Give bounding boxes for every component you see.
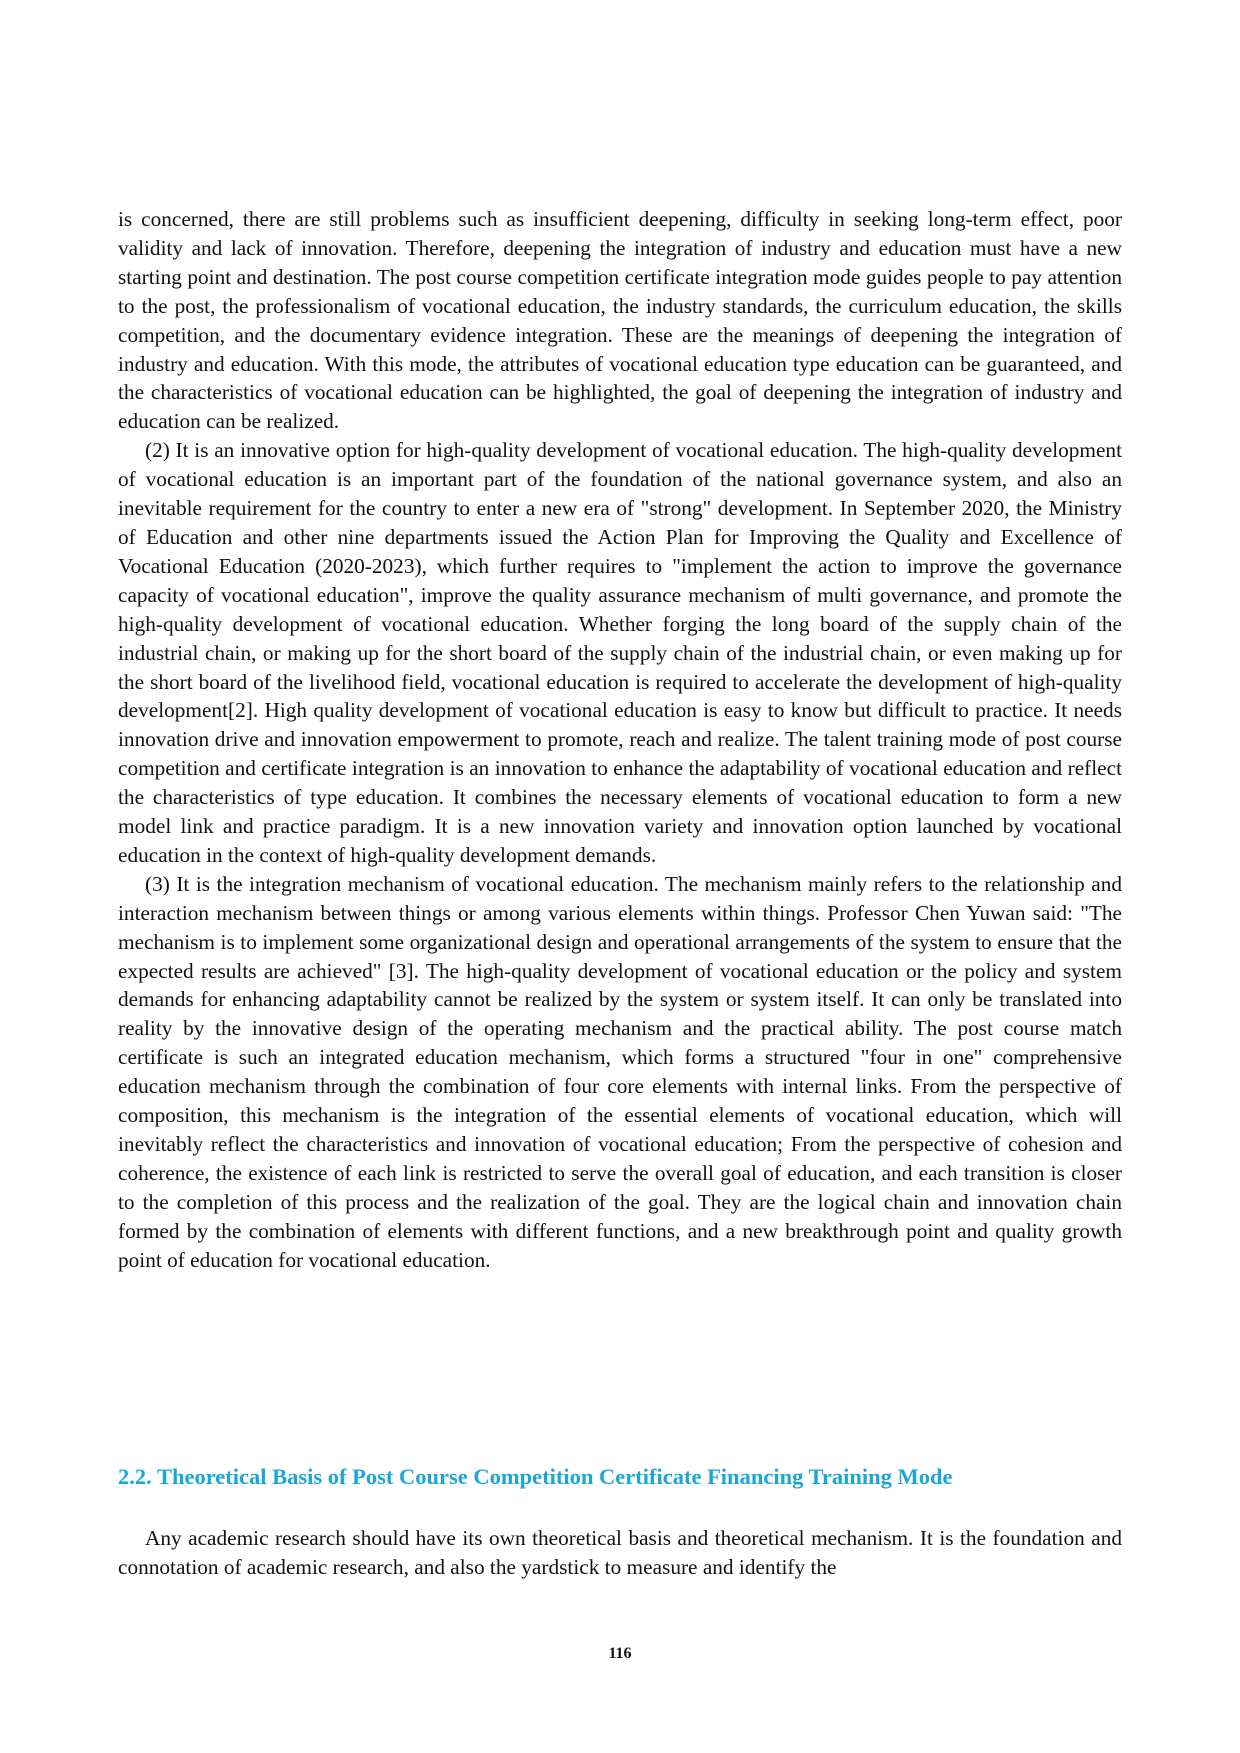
section-body [118, 1524, 1122, 1582]
section-heading: 2.2. Theoretical Basis of Post Course Competition Certificate Financing Training Mode [118, 1464, 953, 1489]
paragraph-2: (2) It is an innovative option for high-quality development of vocational education. The high-quality development of vocational education is an important part of the foundation of the national governance system, and also an inevitable requirement for the country to enter a new era of "strong" development. In September 2020, the Ministry of Education and other nine departments issued the Action Plan for Improving the Quality and Excellence of Vocational Education (2020-2023), which further requires to "implement the action to improve the governance capacity of vocational education", improve the quality assurance mechanism of multi governance, and promote the high-quality development of vocational education. Whether forging the long board of the supply chain of the industrial chain, or making up for the short board of the supply chain of the industrial chain, or even making up for the short board of the livelihood field, vocational education is required to accelerate the development of high-quality development[2]. High quality development of vocational education is easy to know but difficult to practice. It needs innovation drive and innovation empowerment to promote, reach and realize. The talent training mode of post course competition and certificate integration is an innovation to enhance the adaptability of vocational education and reflect the characteristics of type education. It combines the necessary elements of vocational education to form a new model link and practice paradigm. It is a new innovation variety and innovation option launched by vocational education in the context of high-quality development demands. [118, 438, 1122, 867]
paragraph-3: (3) It is the integration mechanism of vocational education. The mechanism mainly refers to the relationship and interaction mechanism between things or among various elements within things. Professor Chen Yuwan said: "The mechanism is to implement some organizational design and operational arrangements of the system to ensure that the expected results are achieved" [3]. The high-quality development of vocational education or the policy and system demands for enhancing adaptability cannot be realized by the system or system itself. It can only be translated into reality by the innovative design of the operating mechanism and the practical ability. The post course match certificate is such an integrated education mechanism, which forms a structured "four in one" comprehensive education mechanism through the combination of four core elements with internal links. From the perspective of composition, this mechanism is the integration of the essential elements of vocational education, which will inevitably reflect the characteristics and innovation of vocational education; From the perspective of cohesion and coherence, the existence of each link is restricted to serve the overall goal of education, and each transition is closer to the completion of this process and the realization of the goal. They are the logical chain and innovation chain formed by the combination of elements with different functions, and a new breakthrough point and quality growth point of education for vocational education. [118, 871, 1122, 1272]
body-text [118, 205, 1122, 1275]
paragraph-1: is concerned, there are still problems such as insufficient deepening, difficulty in seeking long-term effect, poor validity and lack of innovation. Therefore, deepening the integration of industry and education must have a new starting point and destination. The post course competition certificate integration mode guides people to pay attention to the post, the professionalism of vocational education, the industry standards, the curriculum education, the skills competition, and the documentary evidence integration. These are the meanings of deepening the integration of industry and education. With this mode, the attributes of vocational education type education can be guaranteed, and the characteristics of vocational education can be highlighted, the goal of deepening the integration of industry and education can be realized. [118, 207, 1122, 434]
section-paragraph: Any academic research should have its own theoretical basis and theoretical mechanism. It is the foundation and connotation of academic research, and also the yardstick to measure and identify the [118, 1526, 1122, 1579]
page-number: 116 [608, 1645, 632, 1662]
